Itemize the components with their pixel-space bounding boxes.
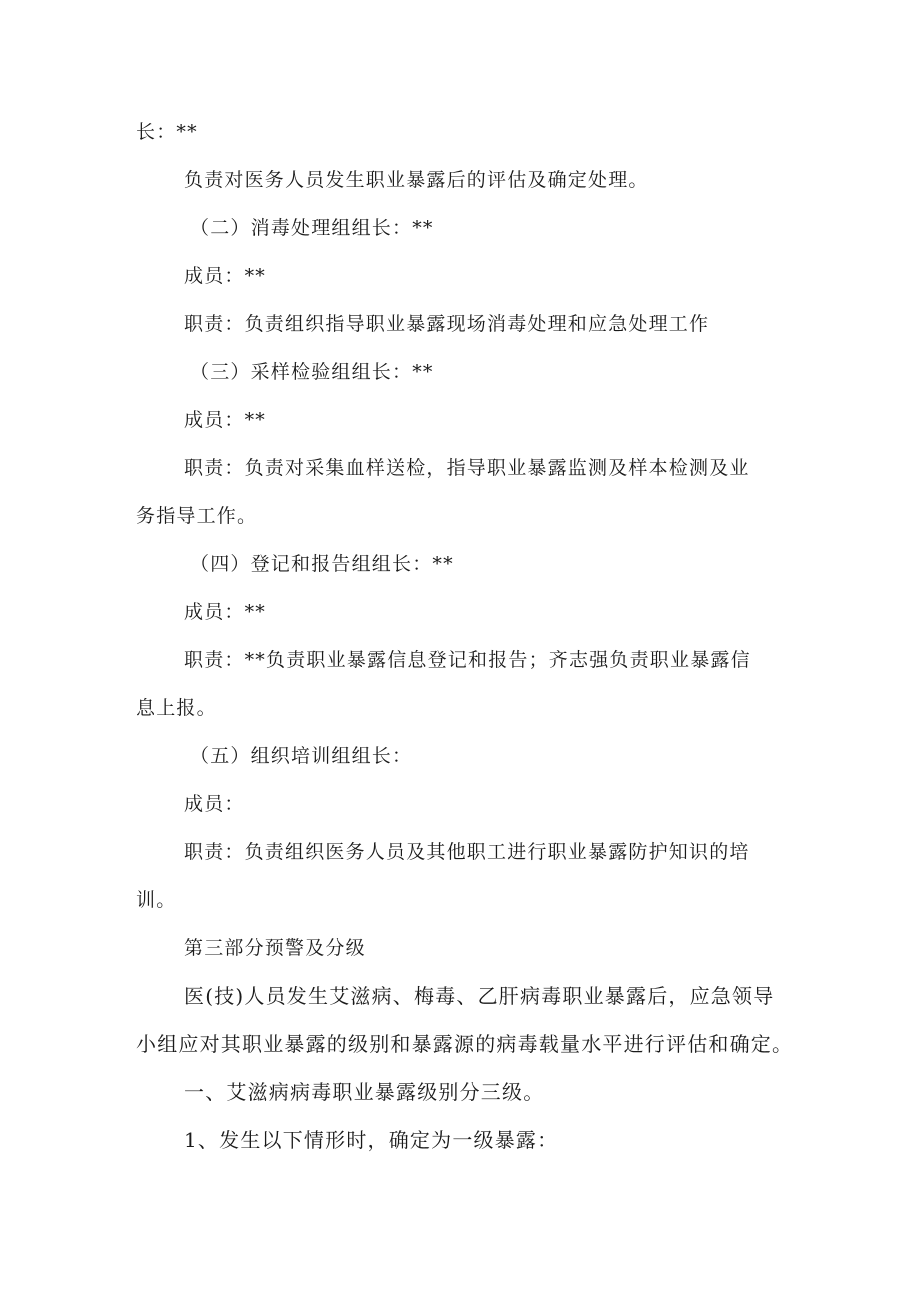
paragraph-line: 小组应对其职业暴露的级别和暴露源的病毒载量水平进行评估和确定。	[136, 1032, 794, 1056]
paragraph-line: 训。	[136, 889, 177, 911]
paragraph-line: 息上报。	[136, 697, 217, 719]
part-heading: 第三部分预警及分级	[184, 937, 366, 959]
paragraph-line: 成员：**	[184, 265, 267, 287]
paragraph-line: 1、发生以下情形时，确定为一级暴露：	[184, 1128, 559, 1152]
paragraph-line: 职责：负责对采集血样送检，指导职业暴露监测及样本检测及业	[184, 457, 750, 479]
paragraph-line: 务指导工作。	[136, 505, 258, 527]
paragraph-line: 职责：负责组织医务人员及其他职工进行职业暴露防护知识的培	[184, 841, 750, 863]
paragraph-line: 长：**	[136, 121, 198, 143]
paragraph-line: 成员：**	[184, 601, 267, 623]
paragraph-line: 职责：负责组织指导职业暴露现场消毒处理和应急处理工作	[184, 313, 710, 335]
paragraph-line: 职责：**负责职业暴露信息登记和报告；齐志强负责职业暴露信	[184, 649, 751, 671]
paragraph-line: 一、艾滋病病毒职业暴露级别分三级。	[184, 1080, 545, 1104]
paragraph-line: 医(技)人员发生艾滋病、梅毒、乙肝病毒职业暴露后，应急领导	[184, 984, 775, 1008]
section-heading: （三）采样检验组组长：**	[190, 361, 434, 383]
paragraph-line: 成员：**	[184, 409, 267, 431]
section-heading: （五）组织培训组组长：	[190, 745, 413, 767]
section-heading: （四）登记和报告组组长：**	[190, 553, 454, 575]
paragraph-line: 负责对医务人员发生职业暴露后的评估及确定处理。	[184, 169, 649, 191]
section-heading: （二）消毒处理组组长：**	[190, 217, 434, 239]
paragraph-line: 成员：	[184, 793, 245, 815]
